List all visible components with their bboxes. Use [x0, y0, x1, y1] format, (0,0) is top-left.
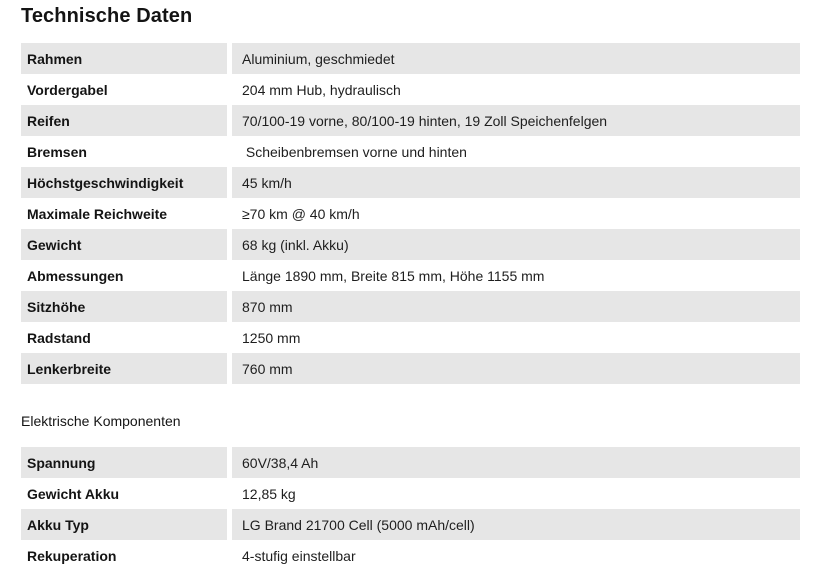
- spec-label: Rahmen: [21, 43, 227, 74]
- spec-value: 60V/38,4 Ah: [232, 447, 800, 478]
- spec-row: [21, 478, 800, 509]
- spec-label: Bremsen: [27, 143, 87, 160]
- spec-row: [21, 291, 800, 322]
- spec-value: Scheibenbremsen vorne und hinten: [242, 143, 467, 160]
- spec-value: 45 km/h: [232, 167, 800, 198]
- spec-row: [21, 229, 800, 260]
- spec-value: 70/100-19 vorne, 80/100-19 hinten, 19 Zoll Speichenfelgen: [232, 105, 800, 136]
- spec-row: [21, 322, 800, 353]
- spec-row: [21, 260, 800, 291]
- spec-label: Akku Typ: [21, 509, 227, 540]
- spec-value: ≥70 km @ 40 km/h: [242, 205, 360, 222]
- spec-row: [21, 43, 800, 74]
- spec-label: Rekuperation: [27, 547, 117, 564]
- spec-row: [21, 136, 800, 167]
- spec-value: 68 kg (inkl. Akku): [232, 229, 800, 260]
- spec-value: 760 mm: [232, 353, 800, 384]
- page-title: Technische Daten: [21, 5, 193, 27]
- spec-row: [21, 74, 800, 105]
- spec-label: Reifen: [21, 105, 227, 136]
- spec-label: Radstand: [27, 329, 91, 346]
- spec-label: Vordergabel: [27, 81, 108, 98]
- spec-row: [21, 509, 800, 540]
- spec-value: Länge 1890 mm, Breite 815 mm, Höhe 1155 mm: [242, 267, 545, 284]
- spec-label: Abmessungen: [27, 267, 124, 284]
- spec-row: [21, 447, 800, 478]
- spec-row: [21, 353, 800, 384]
- spec-label: Gewicht: [21, 229, 227, 260]
- spec-label: Sitzhöhe: [21, 291, 227, 322]
- section-heading-electric: Elektrische Komponenten: [21, 413, 181, 429]
- spec-label: Lenkerbreite: [21, 353, 227, 384]
- spec-value: 1250 mm: [242, 329, 301, 346]
- spec-row: [21, 167, 800, 198]
- technical-specs-table: [21, 43, 800, 384]
- spec-row: [21, 540, 800, 571]
- electric-specs-table: [21, 447, 800, 571]
- spec-value: Aluminium, geschmiedet: [232, 43, 800, 74]
- spec-value: 4-stufig einstellbar: [242, 547, 356, 564]
- spec-label: Maximale Reichweite: [27, 205, 168, 222]
- spec-label: Gewicht Akku: [27, 485, 120, 502]
- spec-label: Spannung: [21, 447, 227, 478]
- spec-row: [21, 105, 800, 136]
- spec-value: 12,85 kg: [242, 485, 296, 502]
- spec-value: 870 mm: [232, 291, 800, 322]
- spec-label: Höchstgeschwindigkeit: [21, 167, 227, 198]
- spec-value: LG Brand 21700 Cell (5000 mAh/cell): [232, 509, 800, 540]
- spec-value: 204 mm Hub, hydraulisch: [242, 81, 401, 98]
- spec-row: [21, 198, 800, 229]
